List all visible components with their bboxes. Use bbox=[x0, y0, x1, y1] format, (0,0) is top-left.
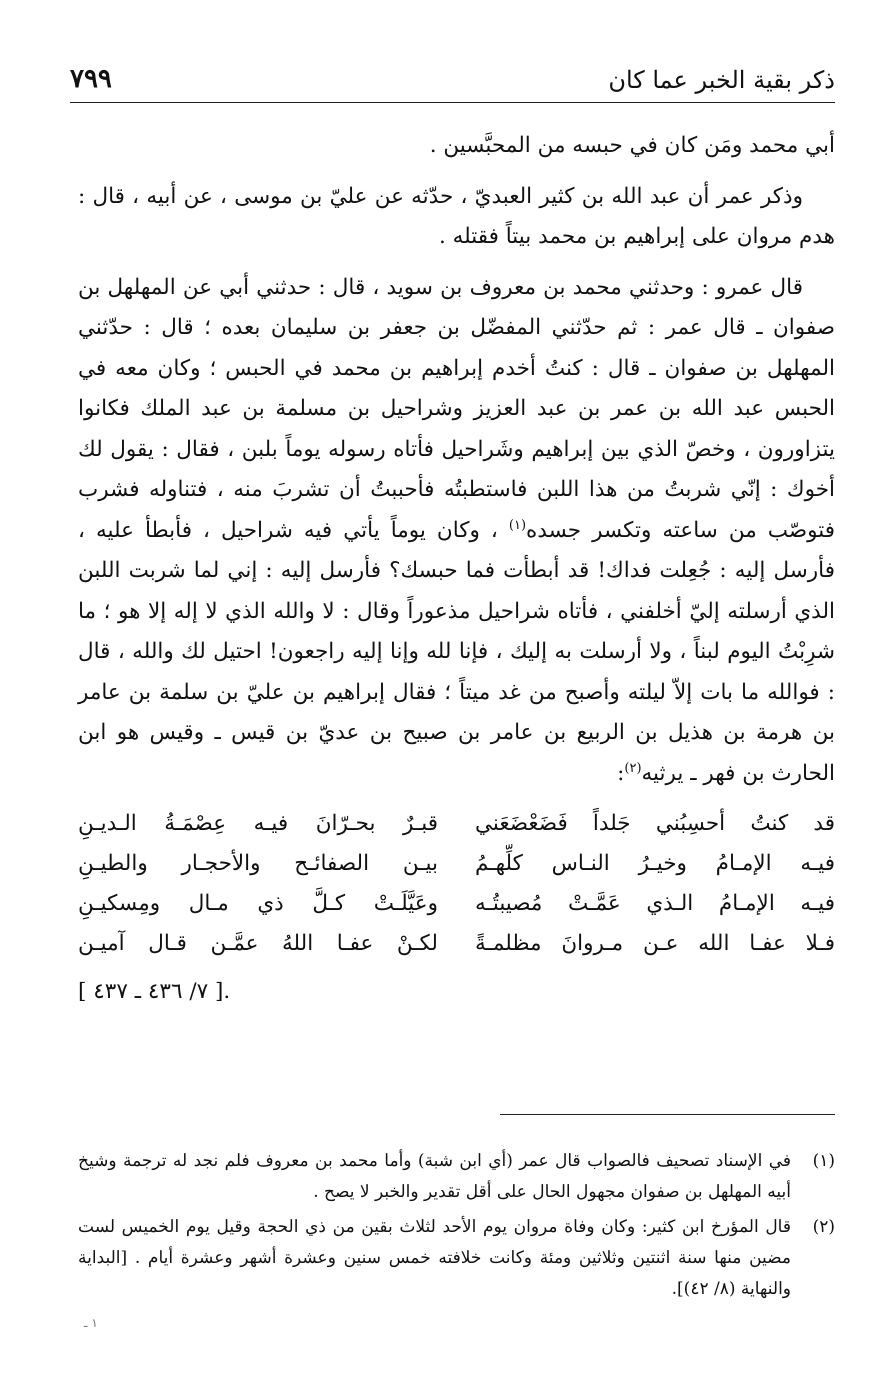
footnote-ref: (٢) bbox=[624, 760, 642, 776]
hemistich-first: فيـه الإمـامُ الـذي عَمَّـتْ مُصيبتُـه bbox=[475, 891, 835, 916]
poem-verse bbox=[78, 844, 835, 884]
page-header bbox=[70, 62, 835, 103]
footnote-number: (٢) bbox=[812, 1217, 835, 1237]
hemistich-first: فـلا عفـا الله عـن مـروانَ مظلمـةً bbox=[475, 931, 835, 956]
footnote-number: (١) bbox=[812, 1151, 835, 1171]
hemistich-second: وعَيَّلَـتْ كـلَّ ذي مـال ومِسكيـنِ bbox=[78, 891, 438, 916]
hemistich-second: بيـن الصفائـح والأحجـار والطيـنِ bbox=[78, 851, 438, 876]
footnote-ref: (١) bbox=[508, 517, 527, 533]
footnote-text: في الإسناد تصحيف فالصواب قال عمر (أي ابن شبة) وأما محمد بن معروف فلم نجد له ترجمة وشيخ أبيه المهلهل بن صفوان مجهول الحال على أقل تقدير والخبر لا يصح . bbox=[78, 1151, 791, 1202]
footnote-text: قال المؤرخ ابن كثير: وكان وفاة مروان يوم الأحد لثلاث بقين من ذي الحجة وقيل يوم الخميس لست مضين منها سنة اثنتين وثلاثين ومئة وكانت خلافته خمس سنين وعشرة أشهر وعشرة أيام . [البداية والنهاية (٨/ ٤٢)]. bbox=[78, 1217, 791, 1299]
main-text bbox=[78, 126, 835, 1013]
footnote bbox=[78, 1212, 835, 1305]
poem-verse bbox=[78, 884, 835, 924]
poem bbox=[78, 804, 835, 964]
page-mark: ١ ـ bbox=[84, 1316, 98, 1330]
source-citation: .[ ٧/ ٤٣٦ ـ ٤٣٧ ] bbox=[78, 979, 231, 1004]
running-title: ذكر بقية الخبر عما كان bbox=[608, 66, 835, 94]
paragraph: وذكر عمر أن عبد الله بن كثير العبديّ ، حدّثه عن عليّ بن موسى ، عن أبيه ، قال : هدم مروان على إبراهيم بن محمد بيتاً فقتله . bbox=[78, 183, 835, 249]
paragraph: قال عمرو : وحدثني محمد بن معروف بن سويد ، قال : حدثني أبي عن المهلهل بن صفوان ـ قال عمر : ثم حدّثني المفضّل بن جعفر بن سليمان بعده ؛ قال : حدّثني المهلهل بن صفوان ـ قال : كنتُ أخدم إبراهيم بن محمد في الحبس ؛ وكان معه في الحبس عبد الله بن عمر بن عبد العزيز وشراحيل بن مسلمة بن عبد الملك فكانوا يتزاورون ، وخصّ الذي بين إبراهيم وشَراحيل فأتاه رسوله يوماً بلبن ، فقال : يقول لك أخوك : إنّي شربتُ من هذا اللبن فاستطبتُه فأحببتُ أن تشربَ منه ، فتناوله فشرب فتوصّب من ساعته وتكسر جسده$^{(١)}$ ، وكان يوماً يأتي فيه شراحيل ، فأبطأ عليه ، فأرسل إليه : جُعِلت فداك! قد أبطأت فما حبسك؟ فأرسل إليه : إني لما شربت اللبن الذي أرسلته إليّ أخلفني ، فأتاه شراحيل مذعوراً وقال : لا والله الذي لا إله إلا هو ؛ ما شرِبْتُ اليوم لبناً ، ولا أرسلت به إليك ، فإنا لله وإنا إليه راجعون! احتيل لك والله ، قال : فوالله ما بات إلاّ ليلته وأصبح من غد ميتاً ؛ فقال إبراهيم بن عليّ بن سلمة بن عامر بن هرمة بن هذيل بن الربيع بن عامر بن صبيح بن عديّ بن قيس ـ وقيس هو ابن الحارث بن فهر ـ يرثيه$^{(٢)}$: bbox=[78, 274, 836, 786]
hemistich-first: قد كنتُ أحسِبُني جَلداً فَضَعْضَعَني bbox=[475, 811, 835, 836]
hemistich-second: قبـرٌ بحـرّانَ فيـه عِصْمَـةُ الـديـنِ bbox=[78, 811, 438, 836]
footnote bbox=[78, 1146, 835, 1208]
poem-verse bbox=[78, 804, 835, 844]
page-number: ٧٩٩ bbox=[70, 64, 112, 94]
paragraph: أبي محمد ومَن كان في حبسه من المحبَّسين . bbox=[429, 133, 835, 158]
hemistich-second: لكـنْ عفـا اللهُ عمَّـن قـال آميـن bbox=[78, 931, 438, 956]
footnote-divider bbox=[500, 1114, 835, 1115]
hemistich-first: فيـه الإمـامُ وخيـرُ النـاس كلِّهـمُ bbox=[475, 851, 835, 876]
footnotes bbox=[78, 1146, 835, 1309]
poem-verse bbox=[78, 924, 835, 964]
